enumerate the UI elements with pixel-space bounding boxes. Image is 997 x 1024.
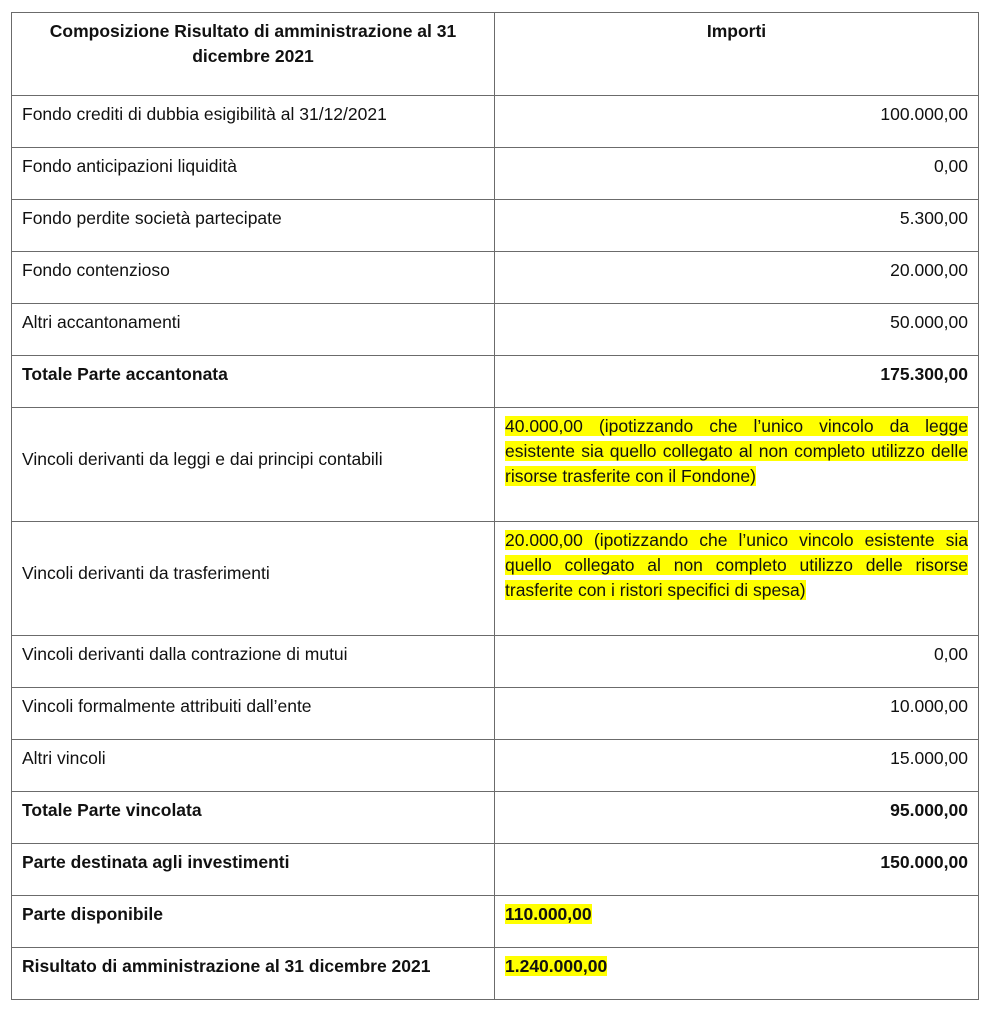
row-value: 5.300,00 (495, 200, 979, 252)
row-value: 10.000,00 (495, 688, 979, 740)
row-value: 50.000,00 (495, 304, 979, 356)
table-row (12, 148, 979, 200)
header-amounts: Importi (495, 13, 979, 96)
header-composition: Composizione Risultato di amministrazione al 31 dicembre 2021 (12, 13, 495, 96)
row-value: 150.000,00 (495, 844, 979, 896)
row-value-cell (495, 948, 979, 1000)
table-row (12, 522, 979, 636)
row-label: Fondo crediti di dubbia esigibilità al 31/12/2021 (12, 96, 495, 148)
table-header-row (12, 13, 979, 96)
row-label: Totale Parte vincolata (12, 792, 495, 844)
row-value-cell (495, 896, 979, 948)
row-label: Vincoli derivanti da trasferimenti (12, 522, 495, 636)
row-label: Totale Parte accantonata (12, 356, 495, 408)
row-label: Altri vincoli (12, 740, 495, 792)
highlighted-note: 40.000,00 (ipotizzando che l’unico vincolo da legge esistente sia quello collegato al non completo utilizzo delle risorse trasferite con il Fondone) (505, 416, 968, 486)
row-label: Vincoli derivanti dalla contrazione di mutui (12, 636, 495, 688)
table-row (12, 636, 979, 688)
row-label: Parte destinata agli investimenti (12, 844, 495, 896)
row-label: Altri accantonamenti (12, 304, 495, 356)
row-value: 20.000,00 (495, 252, 979, 304)
total-row-disponibile (12, 896, 979, 948)
result-composition-table (11, 12, 979, 1000)
row-label: Vincoli formalmente attribuiti dall’ente (12, 688, 495, 740)
row-label: Fondo perdite società partecipate (12, 200, 495, 252)
row-value: 95.000,00 (495, 792, 979, 844)
row-value: 0,00 (495, 636, 979, 688)
row-value-note (495, 408, 979, 522)
table-row (12, 200, 979, 252)
table-row (12, 96, 979, 148)
highlighted-value: 110.000,00 (505, 904, 592, 924)
table-row (12, 688, 979, 740)
total-row-risultato (12, 948, 979, 1000)
total-row-investimenti (12, 844, 979, 896)
total-row-accantonata (12, 356, 979, 408)
total-row-vincolata (12, 792, 979, 844)
row-value-note (495, 522, 979, 636)
row-label: Parte disponibile (12, 896, 495, 948)
table-row (12, 740, 979, 792)
table-row (12, 408, 979, 522)
row-label: Vincoli derivanti da leggi e dai principi contabili (12, 408, 495, 522)
highlighted-value: 1.240.000,00 (505, 956, 608, 976)
row-value: 175.300,00 (495, 356, 979, 408)
row-value: 15.000,00 (495, 740, 979, 792)
highlighted-note: 20.000,00 (ipotizzando che l’unico vincolo esistente sia quello collegato al non completo utilizzo delle risorse trasferite con i ristori specifici di spesa) (505, 530, 968, 600)
table-row (12, 252, 979, 304)
row-label: Fondo anticipazioni liquidità (12, 148, 495, 200)
row-value: 0,00 (495, 148, 979, 200)
row-label: Risultato di amministrazione al 31 dicembre 2021 (12, 948, 495, 1000)
row-label: Fondo contenzioso (12, 252, 495, 304)
table-row (12, 304, 979, 356)
row-value: 100.000,00 (495, 96, 979, 148)
